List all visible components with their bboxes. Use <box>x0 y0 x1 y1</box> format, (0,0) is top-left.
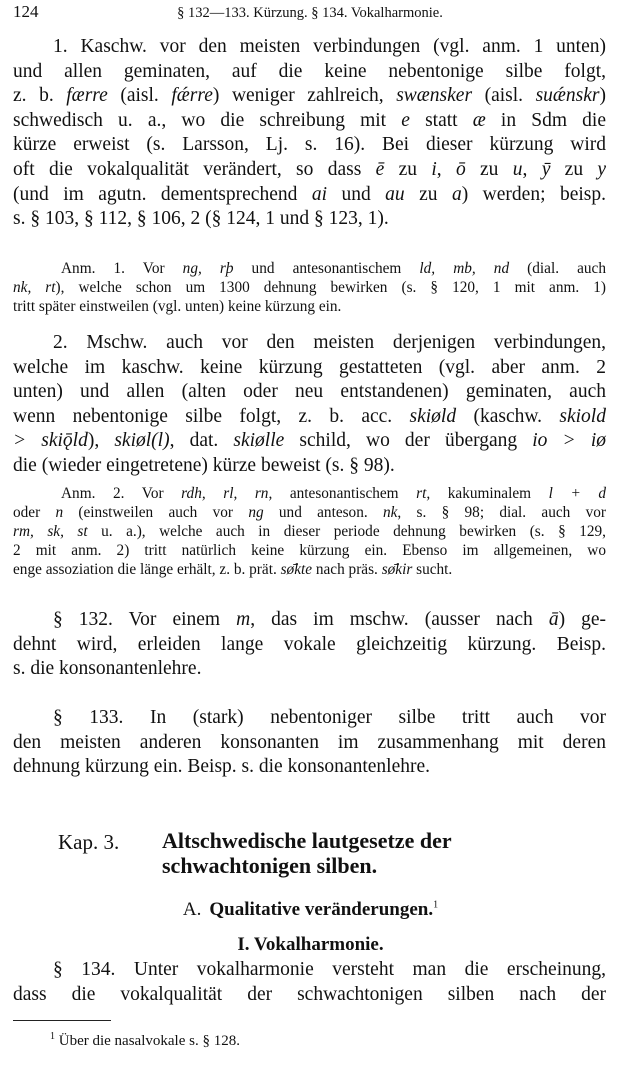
footnote-ref: 1 <box>433 899 439 911</box>
text-line <box>13 429 606 454</box>
text-run: ) <box>599 85 607 107</box>
footnote-divider <box>13 1020 111 1021</box>
paragraph-131-1 <box>13 35 606 232</box>
italic-term: fǽrre <box>171 85 213 107</box>
text-run: kakuminalem <box>430 485 549 502</box>
paragraph-133 <box>13 706 606 780</box>
section-letter: A. <box>182 899 202 920</box>
italic-term: ȳ <box>541 158 551 180</box>
text-run: sucht. <box>412 561 453 579</box>
text-line <box>13 958 606 983</box>
text-run: (aisl. <box>472 85 536 107</box>
footnote-text: Über die nasalvokale s. § 128. <box>58 1033 240 1049</box>
italic-term: skiøld <box>409 405 457 427</box>
text-run: und anteson. <box>263 504 383 522</box>
text-run: nach präs. <box>312 561 382 579</box>
text-run: tritt später einstweilen (vgl. unten) keine kürzung ein. <box>13 298 342 316</box>
italic-term: u <box>512 158 523 180</box>
text-run: zu <box>404 183 452 205</box>
text-run: welche im kaschw. keine kürzung gestatteten (vgl. aber anm. 2 <box>13 356 606 378</box>
page-number: 124 <box>13 2 39 21</box>
text-line <box>13 983 606 1008</box>
text-run: statt <box>409 109 473 131</box>
text-run: (dial. auch <box>509 260 606 277</box>
text-line <box>13 541 606 560</box>
note-anm-2 <box>13 484 606 579</box>
text-line <box>13 633 606 658</box>
text-line <box>13 731 606 756</box>
text-run: in Sdm die <box>485 109 606 131</box>
text-run: , das im mschw. (ausser nach <box>250 609 549 630</box>
text-run: Anm. 2. Vor <box>61 485 182 502</box>
italic-term: l + d <box>548 485 606 502</box>
italic-term: færre <box>66 85 108 107</box>
text-run: (einstweilen auch vor <box>63 504 249 522</box>
italic-term: > skiǭld <box>13 430 88 452</box>
italic-term: au <box>385 183 405 205</box>
text-run: unten) und allen (alten oder neu entstandenen) geminaten, auch <box>13 381 606 403</box>
text-run: dehnung kürzung ein. Beisp. s. die konsonantenlehre. <box>13 756 430 778</box>
text-run: den meisten anderen konsonanten im zusammenhang mit deren <box>13 731 606 753</box>
text-line <box>13 454 606 479</box>
italic-term: ng <box>248 504 264 522</box>
paragraph-131-2 <box>13 331 606 479</box>
italic-term: sø̄kir <box>381 561 413 579</box>
text-line <box>13 259 606 278</box>
text-line <box>13 503 606 522</box>
text-run: s. § 103, § 112, § 106, 2 (§ 124, 1 und § 123, 1). <box>13 208 389 230</box>
text-line <box>13 522 606 541</box>
text-run: ), <box>87 430 115 452</box>
text-run: (kaschw. <box>456 405 560 427</box>
text-line <box>13 133 606 158</box>
text-run: die (wieder eingetretene) kürze beweist (s. § 98). <box>13 454 395 476</box>
footnote-mark: 1 <box>50 1031 55 1042</box>
italic-term: nk, rt <box>13 279 56 297</box>
chapter-title-line: schwachtonigen silben. <box>162 853 378 878</box>
italic-term: skiold <box>559 405 606 427</box>
italic-term: ld, mb, nd <box>419 260 510 277</box>
italic-term: sø̄kte <box>280 561 313 579</box>
text-run: und antesonantischem <box>233 260 420 277</box>
text-run: schwedisch u. a., wo die schreibung mit <box>13 109 402 131</box>
italic-term: ē <box>375 158 385 180</box>
text-run: § 134. Unter vokalharmonie versteht man die erscheinung, <box>53 959 606 980</box>
text-run: oder <box>13 504 56 522</box>
text-run: zu <box>384 158 432 180</box>
text-run: 2 mit anm. 2) tritt natürlich keine kürzung ein. Ebenso im allgemeinen, wo <box>13 542 606 560</box>
text-run: , <box>436 158 456 180</box>
italic-term: suǽnskr <box>535 85 600 107</box>
note-anm-1 <box>13 259 606 316</box>
text-run: antesonantischem <box>272 485 417 502</box>
text-run: oft die vokalqualität verändert, so dass <box>13 158 376 180</box>
italic-term: a <box>451 183 462 205</box>
italic-term: rdh, rl, rn, <box>181 485 273 502</box>
text-run: , s. § 98; dial. auch vor <box>397 504 606 522</box>
text-run: (und im agutn. dementsprechend <box>13 183 312 205</box>
text-line <box>13 183 606 208</box>
chapter-label: Kap. 3. <box>58 830 120 854</box>
text-run: 2. Mschw. auch vor den meisten derjenigen verbindungen, <box>53 332 606 353</box>
paragraph-132 <box>13 608 606 682</box>
text-line <box>13 158 606 183</box>
text-run: , <box>522 158 542 180</box>
paragraph-134 <box>13 958 606 1007</box>
italic-term: swænsker <box>396 85 473 107</box>
italic-term: i <box>431 158 437 180</box>
italic-term: y <box>597 158 607 180</box>
text-run: ), welche schon um 1300 dehnung bewirken (s. § 120, 1 mit anm. 1) <box>55 279 606 297</box>
text-run: § 132. Vor einem <box>53 609 237 630</box>
text-run: wenn nebentonige silbe folgt, z. b. acc. <box>13 405 410 427</box>
text-line <box>13 109 606 134</box>
text-run: zu <box>465 158 513 180</box>
text-line <box>13 356 606 381</box>
text-run: § 133. In (stark) nebentoniger silbe tritt auch vor <box>53 707 606 728</box>
text-run: zu <box>550 158 598 180</box>
text-run: s. die konsonantenlehre. <box>13 658 202 680</box>
text-run: dass die vokalqualität der schwachtonigen silben nach der <box>13 983 606 1005</box>
text-run: schild, wo der übergang <box>284 430 533 452</box>
italic-term: m <box>236 609 251 630</box>
text-run: , dat. <box>169 430 234 452</box>
italic-term: ai <box>311 183 327 205</box>
text-line <box>13 297 606 316</box>
text-run: ) werden; beisp. <box>461 183 606 205</box>
italic-term: rm, sk, st <box>13 523 88 541</box>
text-line <box>13 405 606 430</box>
italic-term: ng, rþ <box>182 260 234 277</box>
italic-term: ō <box>455 158 466 180</box>
text-line <box>13 706 606 731</box>
text-line <box>13 331 606 356</box>
text-run: und <box>326 183 386 205</box>
section-heading <box>0 899 621 921</box>
text-run: (aisl. <box>107 85 172 107</box>
text-line <box>13 608 606 633</box>
italic-term: rt, <box>416 485 431 502</box>
text-run: u. a.), welche auch in dieser periode dehnung bewirken (s. § 129, <box>87 523 606 541</box>
text-line <box>13 35 606 60</box>
chapter-title <box>162 828 452 878</box>
text-run: und allen geminaten, auf die keine nebentonige silbe folgt, <box>13 60 606 82</box>
running-title: § 132—133. Kürzung. § 134. Vokalharmonie. <box>177 5 443 21</box>
text-line <box>13 278 606 297</box>
text-line <box>13 755 606 780</box>
italic-term: io > iø <box>532 430 606 452</box>
text-run: dehnt wird, erleiden lange vokale gleichzeitig kürzung. Beisp. <box>13 633 606 655</box>
text-run: z. b. <box>13 85 67 107</box>
text-line <box>13 560 606 579</box>
text-line <box>13 207 606 232</box>
text-run: ) ge- <box>558 609 606 630</box>
text-line <box>13 380 606 405</box>
chapter-title-line: Altschwedische lautgesetze der <box>162 828 452 853</box>
text-line <box>13 484 606 503</box>
text-line <box>13 60 606 85</box>
text-run: kürze erweist (s. Larsson, Lj. s. 16). Bei dieser kürzung wird <box>13 134 606 156</box>
text-run: ) weniger zahlreich, <box>212 85 397 107</box>
italic-term: ā <box>548 609 559 630</box>
text-run: enge assoziation die länge erhält, z. b. prät. <box>13 561 281 579</box>
italic-term: e <box>401 109 410 131</box>
italic-term: n <box>55 504 64 522</box>
text-run: 1. Kaschw. vor den meisten verbindungen (vgl. anm. 1 unten) <box>53 36 606 57</box>
italic-term: skiølle <box>233 430 285 452</box>
italic-term: nk <box>382 504 398 522</box>
text-line <box>13 657 606 682</box>
subsection-heading: I. Vokalharmonie. <box>237 934 384 955</box>
text-line <box>13 84 606 109</box>
text-run: Anm. 1. Vor <box>61 260 183 277</box>
section-title: Qualitative veränderungen. <box>209 899 434 920</box>
footnote <box>50 1031 240 1050</box>
italic-term: skiøl(l) <box>114 430 170 452</box>
italic-term: æ <box>472 109 486 131</box>
